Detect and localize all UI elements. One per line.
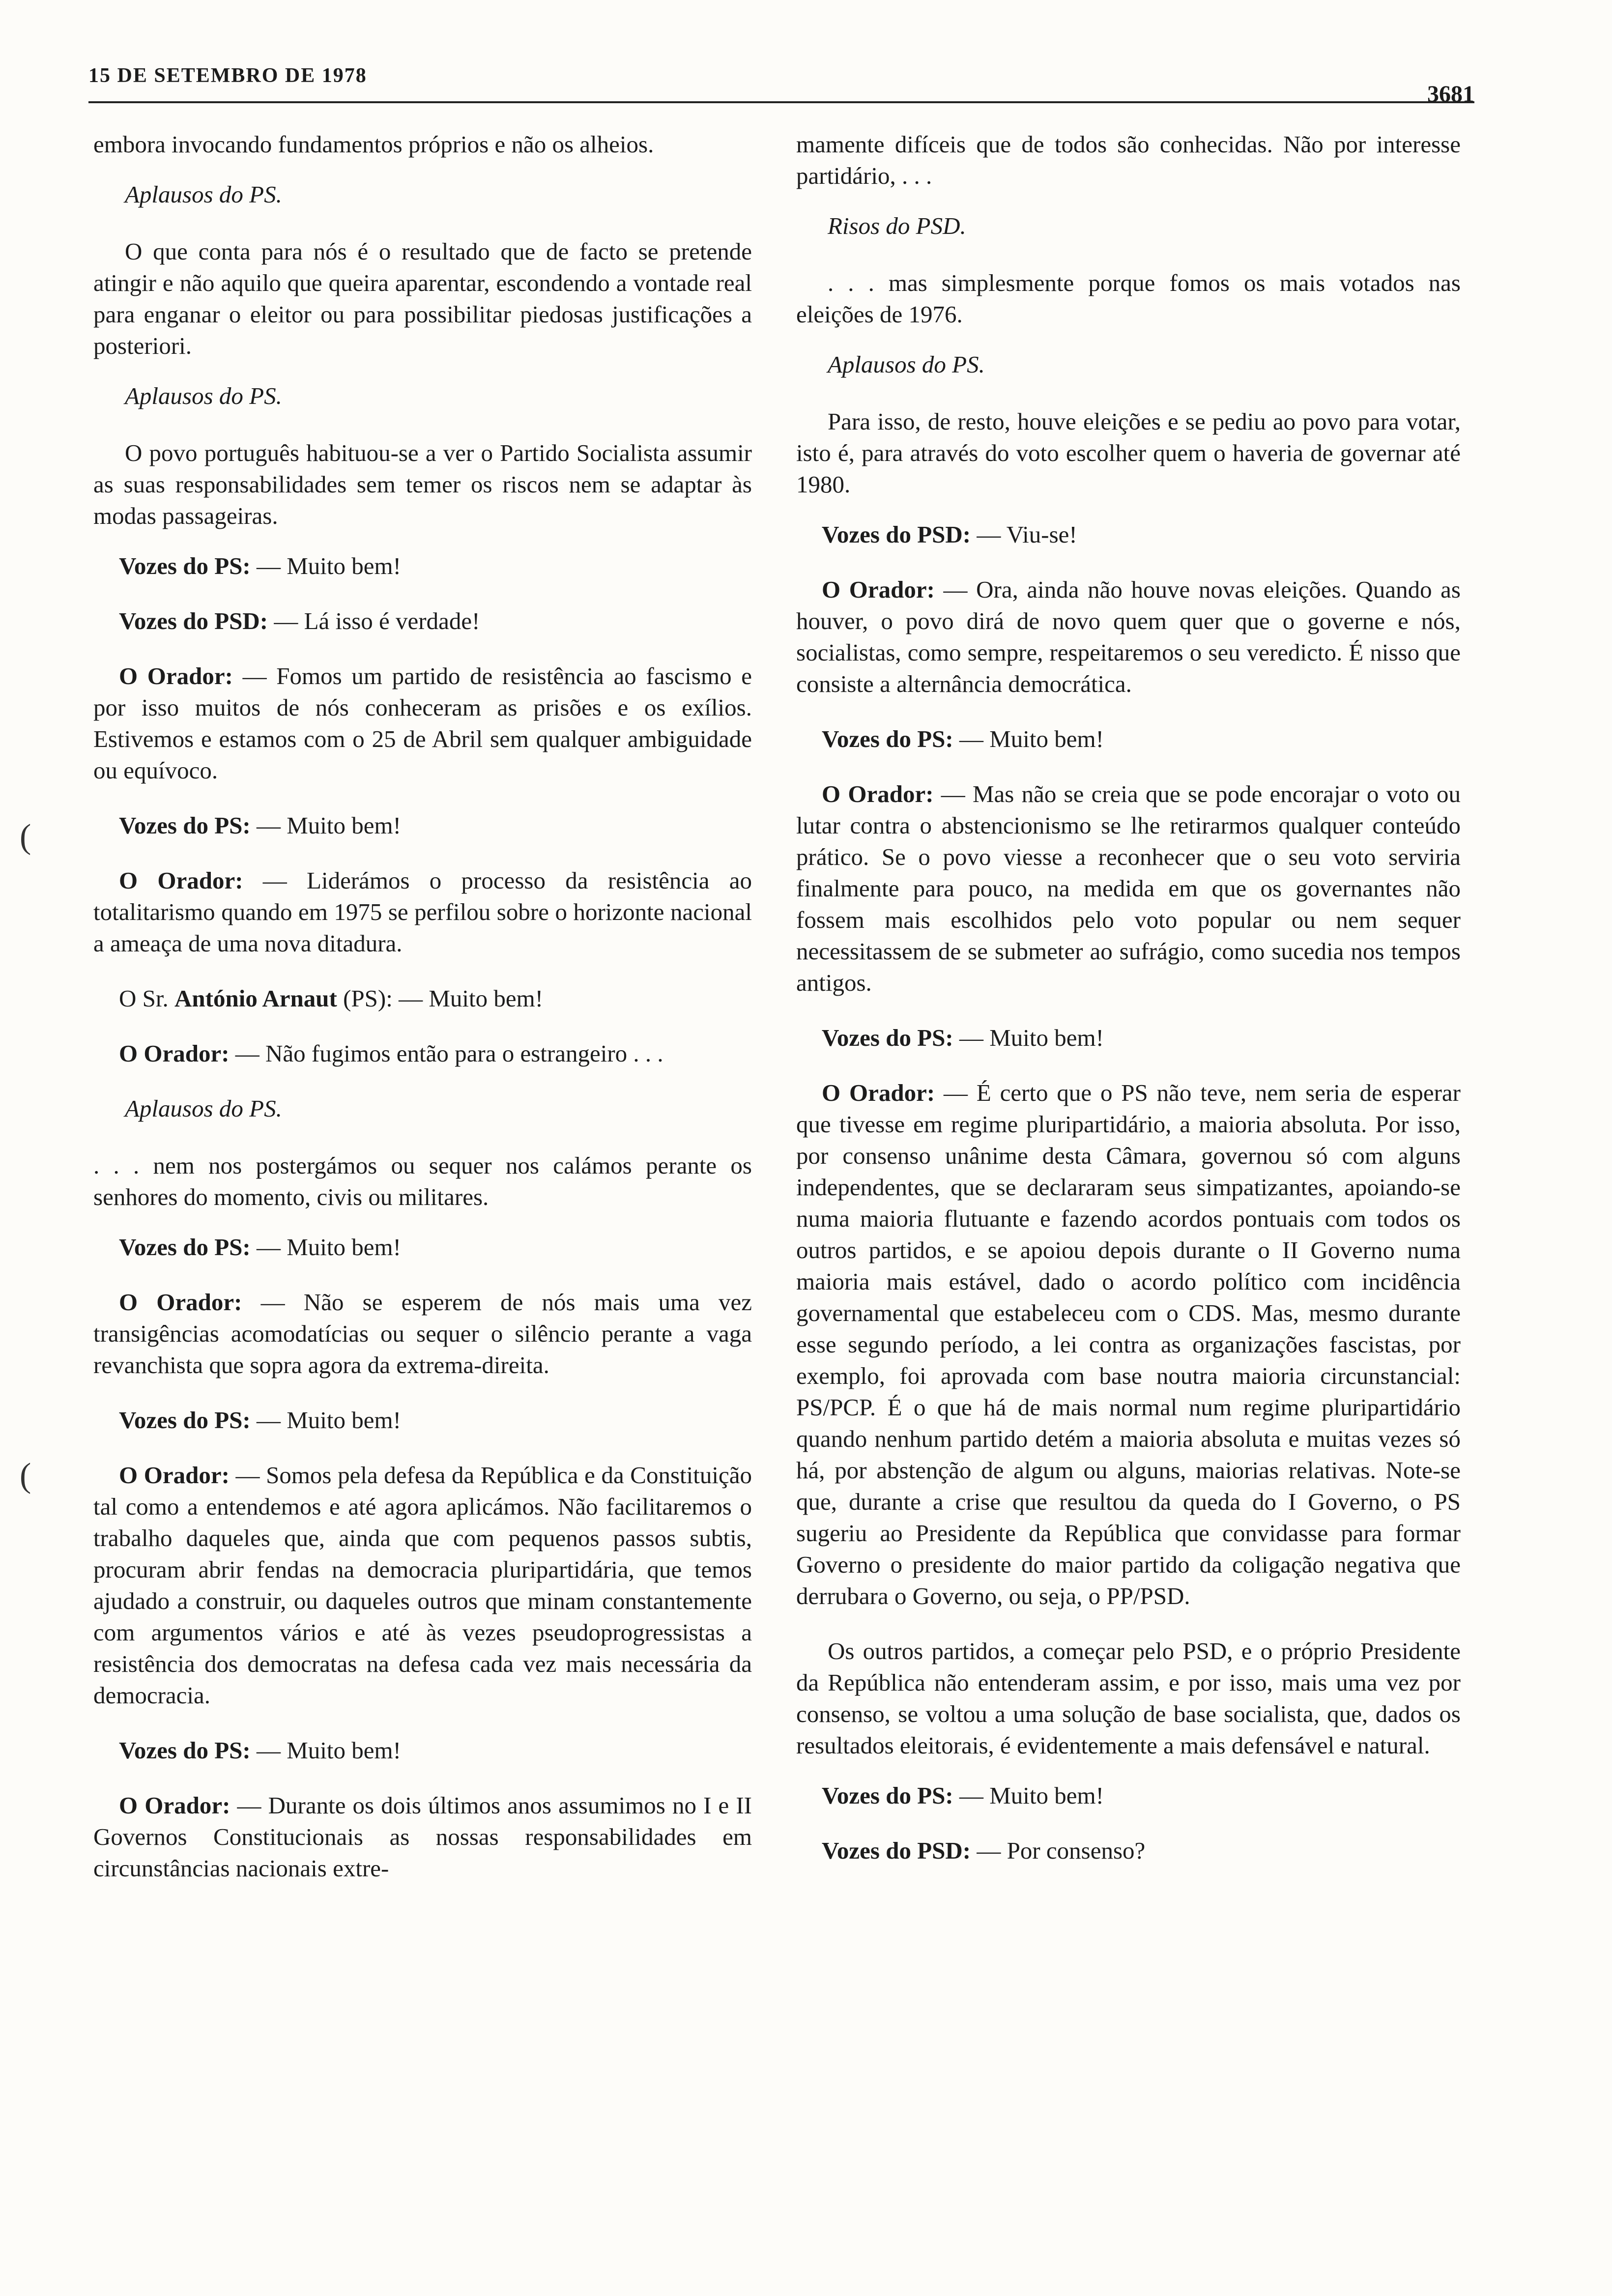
speech-text: — É certo que o PS não teve, nem seria de esperar que tivesse em regime pluripartidário, a maioria absoluta. Por isso, por consenso unânime desta Câmara, governou só com alguns independentes, que se declararam seus simpatizantes, apoiando-se numa maioria flutuante e fazendo acordos pontuais com todos os outros partidos, e se apoiou depois durante o II Governo numa maioria mais estável, dado o acordo político com incidência governamental que estabeleceu com o CDS. Mas, mesmo durante esse segundo período, a lei contra as organizações fascistas, por exemplo, foi aprovada com base noutra maioria circunstancial: PS/PCP. É o que há de mais normal num regime pluripartidário quando nenhum partido detém a maioria absoluta e muitas vezes só há, por abstenção de algum ou alguns, maiorias relativas. Note-se que, durante a crise que resultou da queda do I Governo, o PS sugeriu ao Presidente da República que convidasse para formar Governo o presidente do maior partido da coligação negativa que derrubara o Governo, ou seja, o PP/PSD. xyxy=(796,1079,1461,1609)
header-date: 15 DE SETEMBRO DE 1978 xyxy=(88,64,367,87)
speech-text: — Muito bem! xyxy=(953,1782,1104,1809)
speaker-name: O Orador: xyxy=(822,1079,935,1106)
right-column xyxy=(796,129,1461,1890)
paragraph: O que conta para nós é o resultado que de facto se pretende atingir e não aquilo que queira aparentar, escondendo a vontade real para enganar o eleitor ou para possibilitar piedosas justificações a posteriori. xyxy=(93,238,752,359)
audience-reaction: Aplausos do PS. xyxy=(828,351,985,378)
speaker-name: Vozes do PS: xyxy=(119,812,251,839)
page-number: 3681 xyxy=(1427,81,1474,107)
speaker-name: Vozes do PS: xyxy=(119,1234,251,1261)
left-column xyxy=(93,129,752,1908)
speech-entry xyxy=(796,723,1461,755)
speaker-name: Vozes do PS: xyxy=(822,1782,953,1809)
paragraph: Para isso, de resto, houve eleições e se pediu ao povo para votar, isto é, para através do voto escolher quem o haveria de governar até 1980. xyxy=(796,408,1461,498)
speech-entry xyxy=(796,1022,1461,1054)
paragraph: . . . mas simplesmente porque fomos os mais votados nas eleições de 1976. xyxy=(796,269,1461,328)
speech-text: — Muito bem! xyxy=(953,1024,1104,1051)
speaker-name: Vozes do PSD: xyxy=(822,521,971,548)
speech-text: — Muito bem! xyxy=(250,1737,401,1764)
speaker-prefix: O Sr. xyxy=(119,985,175,1012)
speech-entry xyxy=(93,810,752,841)
speech-text: — Muito bem! xyxy=(250,1234,401,1261)
speech-text: — Ora, ainda não houve novas eleições. Quando as houver, o povo dirá de novo quem quer que o governe e nós, socialistas, como sempre, respeitaremos o seu veredicto. É nisso que consiste a alternância democrática. xyxy=(796,576,1461,697)
speaker-name: O Orador: xyxy=(822,780,934,807)
speaker-name: Vozes do PS: xyxy=(119,1737,251,1764)
speaker-name: Vozes do PS: xyxy=(119,1406,251,1434)
audience-reaction: Aplausos do PS. xyxy=(125,382,282,409)
speech-entry xyxy=(796,574,1461,700)
speech-text: — Mas não se creia que se pode encorajar o voto ou lutar contra o abstencionismo se lhe retirarmos qualquer conteúdo prático. Se o povo viesse a reconhecer que o seu voto serviria finalmente para pouco, na medida em que os governantes não fossem mais escolhidos pelo voto popular ou nem sequer necessitassem de se submeter ao sufrágio, como sucedia nos tempos antigos. xyxy=(796,780,1461,996)
speech-entry xyxy=(93,983,752,1014)
speaker-name: O Orador: xyxy=(119,662,233,689)
audience-reaction: Risos do PSD. xyxy=(828,212,966,239)
speech-text: — Durante os dois últimos anos assumimos no I e II Governos Constitucionais as nossas responsabilidades em circunstâncias nacionais extre- xyxy=(93,1792,752,1882)
speech-text: — Por consenso? xyxy=(971,1837,1146,1864)
speech-text: — Muito bem! xyxy=(953,725,1104,752)
paragraph: Os outros partidos, a começar pelo PSD, e o próprio Presidente da República não entenderam assim, e por isso, mais uma vez por consenso, se voltou a uma solução de base socialista, que, dados os resultados eleitorais, é evidentemente a mais defensável e natural. xyxy=(796,1637,1461,1759)
binding-mark: ( xyxy=(20,1457,31,1494)
speech-entry xyxy=(796,1835,1461,1866)
speech-text: — Somos pela defesa da República e da Constituição tal como a entendemos e até agora aplicámos. Não facilitaremos o trabalho daqueles que, ainda que com pequenos passos subtis, procuram abrir fendas na democracia pluripartidária, que temos ajudado a construir, ou daqueles outros que minam constantemente com argumentos vários e até às vezes pseudoprogressistas a resistência dos democratas na defesa cada vez mais necessária da democracia. xyxy=(93,1462,752,1709)
speaker-name: Vozes do PSD: xyxy=(119,607,268,634)
speaker-name: Vozes do PSD: xyxy=(822,1837,971,1864)
speech-entry xyxy=(93,1038,752,1069)
speech-entry xyxy=(796,1780,1461,1811)
speaker-name: O Orador: xyxy=(822,576,935,603)
speech-text: — Lá isso é verdade! xyxy=(268,607,480,634)
paragraph: . . . nem nos postergámos ou sequer nos calámos perante os senhores do momento, civis ou militares. xyxy=(93,1152,752,1210)
speaker-name: Vozes do PS: xyxy=(822,725,953,752)
speaker-name: Vozes do PS: xyxy=(119,552,251,579)
speech-entry xyxy=(93,1287,752,1381)
speech-entry xyxy=(93,865,752,959)
speech-entry xyxy=(93,1405,752,1436)
speech-text: — Viu-se! xyxy=(971,521,1077,548)
speech-entry xyxy=(93,660,752,786)
speaker-name: O Orador: xyxy=(119,1040,230,1067)
paragraph: O povo português habituou-se a ver o Partido Socialista assumir as suas responsabilidades sem temer os riscos nem se adaptar às modas passageiras. xyxy=(93,439,752,529)
speech-text: — Muito bem! xyxy=(250,812,401,839)
audience-reaction: Aplausos do PS. xyxy=(125,1095,282,1122)
page-header xyxy=(88,55,1474,107)
header-rule xyxy=(88,101,1474,103)
paragraph: embora invocando fundamentos próprios e não os alheios. xyxy=(93,131,654,158)
speaker-name: António Arnaut xyxy=(174,985,337,1012)
speech-entry xyxy=(796,778,1461,999)
speech-text: — Liderámos o processo da resistência ao totalitarismo quando em 1975 se perfilou sobre o horizonte nacional a ameaça de uma nova ditadura. xyxy=(93,867,752,957)
speaker-name: O Orador: xyxy=(119,1792,230,1819)
speech-text: — Muito bem! xyxy=(250,1406,401,1434)
speaker-name: O Orador: xyxy=(119,1289,242,1316)
paragraph: mamente difíceis que de todos são conhecidas. Não por interesse partidário, . . . xyxy=(796,131,1461,189)
speaker-name: Vozes do PS: xyxy=(822,1024,953,1051)
speaker-name: O Orador: xyxy=(119,867,243,894)
speech-entry xyxy=(93,1232,752,1263)
audience-reaction: Aplausos do PS. xyxy=(125,181,282,208)
speech-entry xyxy=(93,1790,752,1884)
speech-text: — Fomos um partido de resistência ao fascismo e por isso muitos de nós conheceram as prisões e os exílios. Estivemos e estamos com o 25 de Abril sem qualquer ambiguidade ou equívoco. xyxy=(93,662,752,784)
speech-entry xyxy=(796,519,1461,550)
speech-entry xyxy=(93,1460,752,1711)
speaker-name: O Orador: xyxy=(119,1462,230,1489)
speech-entry xyxy=(796,1077,1461,1612)
speech-text: — Muito bem! xyxy=(250,552,401,579)
speech-text: (PS): — Muito bem! xyxy=(337,985,544,1012)
speech-entry xyxy=(93,550,752,582)
speech-text: — Não fugimos então para o estrangeiro . . . xyxy=(229,1040,663,1067)
speech-text: — Não se esperem de nós mais uma vez transigências acomodatícias ou sequer o silêncio perante a vaga revanchista que sopra agora da extrema-direita. xyxy=(93,1289,752,1378)
speech-entry xyxy=(93,605,752,637)
speech-entry xyxy=(93,1735,752,1766)
binding-mark: ( xyxy=(20,818,31,856)
